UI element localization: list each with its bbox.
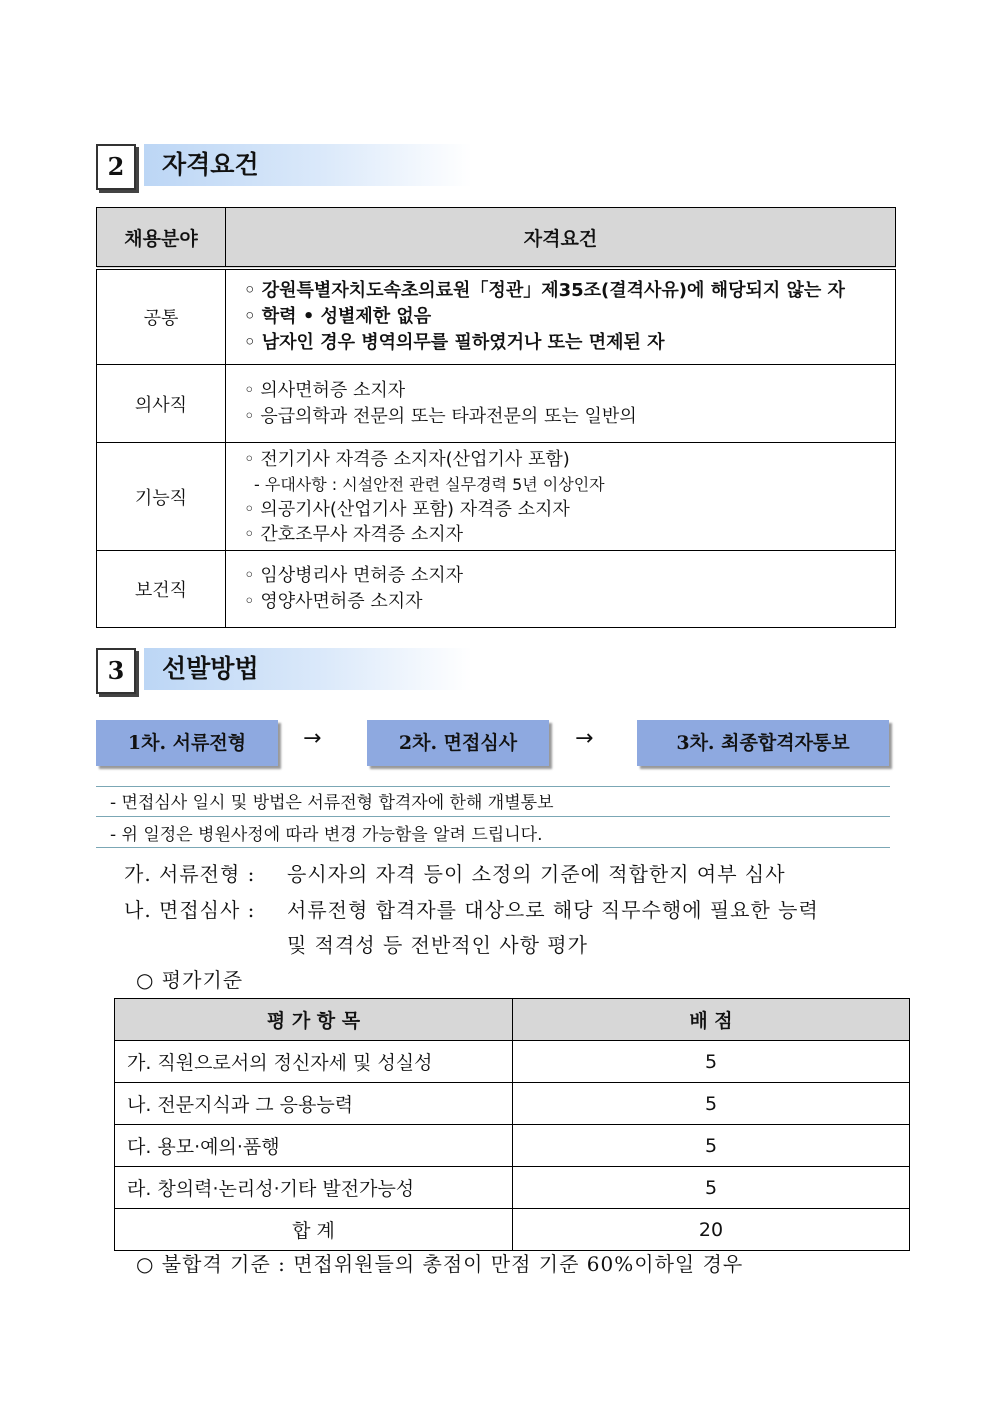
flow-step-2: 2차. 면접심사 [367,720,549,766]
header-item: 평 가 항 목 [115,999,513,1041]
table-row [115,1041,910,1083]
header-requirements: 자격요건 [226,208,896,269]
requirement-line: ◦ 임상병리사 면허증 소지자 [244,565,464,586]
flow-step-3: 3차. 최종합격자통보 [637,720,889,766]
requirements-common [226,268,896,365]
section-3-title: 선발방법 [144,648,472,690]
evaluation-score: 5 [513,1125,910,1167]
evaluation-item: 나. 전문지식과 그 응용능력 [115,1083,513,1125]
requirements-technical [226,443,896,551]
note-line: - 면접심사 일시 및 방법은 서류전형 합격자에 한해 개별통보 [110,793,554,813]
flow-step-1: 1차. 서류전형 [96,720,278,766]
table-row [115,1167,910,1209]
table-row [97,551,896,628]
note-line: - 위 일정은 병원사정에 따라 변경 가능함을 알려 드립니다. [110,825,543,845]
divider [96,786,890,787]
qualification-header-row [97,208,896,269]
evaluation-score: 5 [513,1041,910,1083]
step-b-text: 서류전형 합격자를 대상으로 해당 직무수행에 필요한 능력 [287,898,819,922]
step-a-text: 응시자의 자격 등이 소정의 기준에 적합한지 여부 심사 [287,862,786,886]
requirement-line: ◦ 의사면허증 소지자 [244,379,406,401]
table-row [115,1083,910,1125]
field-common: 공통 [97,268,226,365]
table-row [97,268,896,365]
evaluation-table [114,998,910,1251]
evaluation-item: 라. 창의력·논리성·기타 발전가능성 [115,1167,513,1209]
flow-arrow-icon: → [575,726,594,751]
table-row [97,443,896,551]
requirement-line: ◦ 학력 • 성별제한 없음 [244,306,432,327]
header-score: 배 점 [513,999,910,1041]
evaluation-criteria-title: ○ 평가기준 [136,968,244,992]
requirement-line: ◦ 전기기사 자격증 소지자(산업기사 포함) [244,448,570,470]
requirements-doctor [226,365,896,443]
field-health: 보건직 [97,551,226,628]
divider [96,847,890,848]
requirement-subline: - 우대사항 : 시설안전 관련 실무경력 5년 이상인자 [254,474,605,494]
section-3-number: 3 [96,648,136,694]
table-row [115,1125,910,1167]
requirement-line: ◦ 강원특별자치도속초의료원「정관」제35조(결격사유)에 해당되지 않는 자 [244,280,845,301]
fail-criteria: ○ 불합격 기준 : 면접위원들의 총점이 만점 기준 60%이하일 경우 [136,1252,744,1276]
requirement-line: ◦ 남자인 경우 병역의무를 필하였거나 또는 면제된 자 [244,332,665,353]
step-b-label: 나. 면접심사 : [124,898,256,922]
evaluation-header-row [115,999,910,1041]
flow-arrow-icon: → [303,726,322,751]
requirement-line: ◦ 영양사면허증 소지자 [244,591,423,612]
step-b-text-continued: 및 적격성 등 전반적인 사항 평가 [287,933,588,957]
requirement-line: ◦ 간호조무사 자격증 소지자 [244,523,464,545]
section-2-number: 2 [96,144,136,190]
evaluation-item: 가. 직원으로서의 정신자세 및 성실성 [115,1041,513,1083]
evaluation-score: 5 [513,1083,910,1125]
field-doctor: 의사직 [97,365,226,443]
step-a-label: 가. 서류전형 : [124,862,256,886]
evaluation-score: 5 [513,1167,910,1209]
requirements-health [226,551,896,628]
requirement-line: ◦ 응급의학과 전문의 또는 타과전문의 또는 일반의 [244,405,637,427]
divider [96,816,890,817]
header-field: 채용분야 [97,208,226,269]
requirement-line: ◦ 의공기사(산업기사 포함) 자격증 소지자 [244,498,570,520]
table-row [115,1209,910,1251]
qualification-table [96,207,896,628]
total-score: 20 [513,1209,910,1251]
section-2-title: 자격요건 [144,144,472,186]
total-label: 합 계 [115,1209,513,1251]
field-technical: 기능직 [97,443,226,551]
table-row [97,365,896,443]
evaluation-item: 다. 용모·예의·품행 [115,1125,513,1167]
